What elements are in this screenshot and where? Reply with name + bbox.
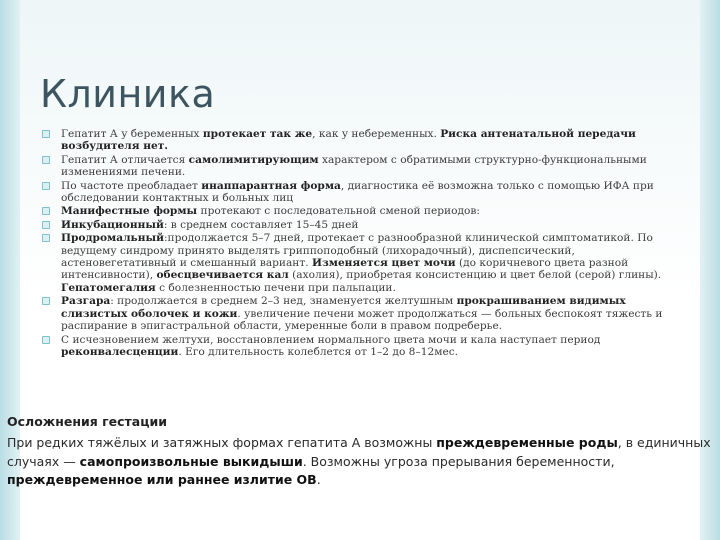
bold-text: Риска антенатальной передачи возбудителя нет.	[61, 128, 636, 153]
bold-text: прокрашиванием видимых слизистых оболочек и кожи	[61, 295, 626, 320]
bold-text: реконвалесценции	[61, 345, 179, 358]
bullet-item	[42, 219, 682, 231]
square-bullet-icon	[42, 182, 50, 190]
text-run: : продолжается в среднем 2–3 нед, знаменуется желтушным	[110, 295, 457, 308]
text-run: . Его длительность колеблется от 1–2 до 8–12мес.	[178, 345, 459, 358]
bullet-item	[42, 154, 682, 179]
bold-text: Продромальный	[61, 232, 164, 245]
text-run: (ахолия), приобретая консистенцию и цвет белой (серой) глины).	[288, 269, 662, 282]
text-run: . увеличение печени может продолжаться — больных беспокоят тяжесть и распирание в эпигастральной области, умеренные боли в правом подреберье.	[61, 307, 663, 333]
square-bullet-icon	[42, 297, 50, 305]
bullet-item	[42, 128, 682, 153]
text-run: :продолжается 5–7 дней, протекает с разнообразной клинической симптоматикой. По ведущему синдрому принято выделять гриппоподобный (лихорадочный), диспепсический, астеновегетативный и смешанный вариант.	[61, 232, 653, 270]
bold-text: преждевременное или раннее излитие ОВ	[7, 472, 317, 487]
clinic-bullet-list	[42, 128, 682, 359]
complications-text	[7, 434, 713, 490]
square-bullet-icon	[42, 336, 50, 344]
bullet-item	[42, 180, 682, 205]
bold-text: Инкубационный	[61, 218, 164, 231]
bold-text: самопроизвольные выкидыши	[79, 453, 303, 469]
bold-text: обесцвечивается кал	[156, 269, 289, 282]
text-run: Гепатит А отличается	[61, 153, 189, 166]
bold-text: преждевременные роды	[436, 435, 618, 450]
bold-text: протекает так же	[202, 128, 313, 140]
text-run: По частоте преобладает	[61, 179, 202, 192]
text-run: При редких тяжёлых и затяжных формах гепатита А возможны	[7, 435, 437, 450]
bullet-item	[42, 205, 682, 217]
text-run: С исчезновением желтухи, восстановлением нормального цвета мочи и кала наступает период	[61, 333, 601, 346]
text-run: , в единичных случаях —	[7, 435, 711, 469]
square-bullet-icon	[42, 234, 50, 242]
text-run: характером с обратимыми структурно-функциональными изменениями печени.	[61, 153, 647, 179]
complications-heading: Осложнения гестации	[7, 414, 167, 429]
slide-title: Клиника	[40, 72, 216, 116]
square-bullet-icon	[42, 130, 50, 138]
bold-text: Изменяется цвет мочи	[311, 257, 456, 270]
text-run: , как у небеременных.	[312, 128, 441, 140]
text-run: с болезненностью печени при пальпации.	[155, 281, 396, 294]
bullet-item	[42, 295, 682, 332]
bullet-item	[42, 334, 682, 359]
text-run: , диагностика её возможна только с помощью ИФА при обследовании контактных и больных лиц	[61, 179, 654, 205]
square-bullet-icon	[42, 207, 50, 215]
bold-text: Гепатомегалия	[61, 281, 156, 294]
text-run: (до коричневого цвета разной интенсивности),	[61, 257, 629, 282]
complications-section	[7, 414, 713, 490]
bold-text: самолимитирующим	[188, 153, 319, 166]
text-run: : в среднем составляет 15–45 дней	[163, 218, 359, 231]
bold-text: Манифестные формы	[61, 205, 198, 218]
square-bullet-icon	[42, 221, 50, 229]
square-bullet-icon	[42, 156, 50, 164]
bullet-item	[42, 232, 682, 294]
bold-text: инаппарантная форма	[201, 179, 341, 192]
text-run: протекают с последовательной сменой периодов:	[197, 205, 480, 218]
text-run: Гепатит А у беременных	[61, 128, 203, 140]
text-run: . Возможны угроза прерывания беременности,	[302, 453, 615, 469]
bold-text: Разгара	[61, 295, 111, 308]
text-run: .	[316, 472, 321, 487]
